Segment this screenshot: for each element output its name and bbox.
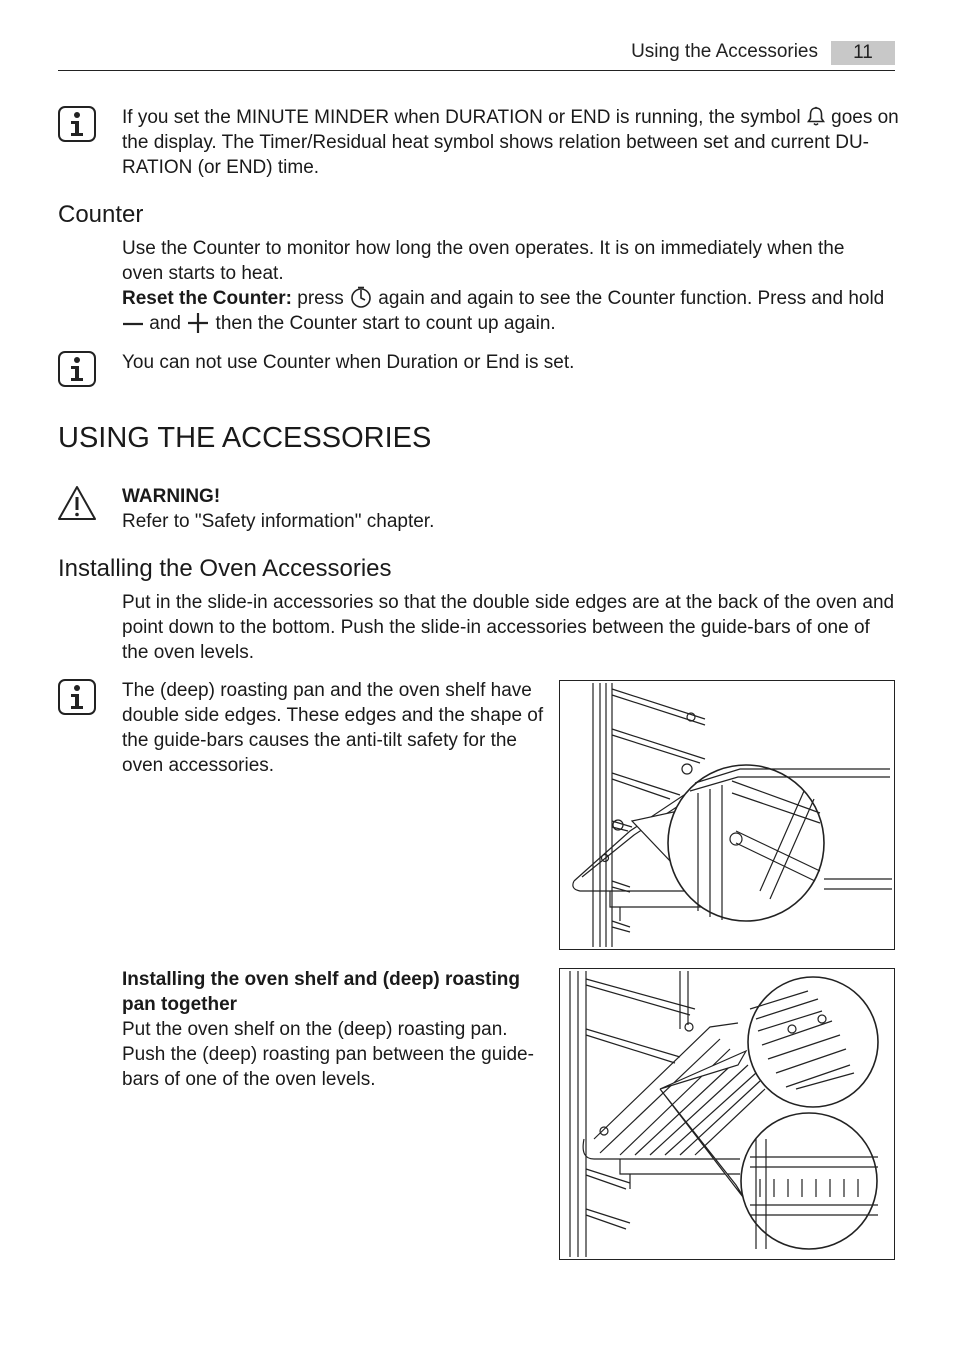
minute-minder-line2: the display. The Timer/Residual heat symbol shows relation between set and current DU- [122, 132, 869, 153]
installing-line2: point down to the bottom. Push the slide-in accessories between the guide-bars of one of [122, 617, 870, 638]
reset-counter-label: Reset the Counter: [122, 288, 292, 309]
minute-minder-line1a: If you set the MINUTE MINDER when DURATION or END is running, the symbol [122, 107, 801, 128]
reset-counter-a: press [297, 288, 344, 309]
warning-text: Refer to "Safety information" chapter. [122, 511, 435, 532]
timer-icon [349, 286, 373, 308]
shelf-and-pan-illustration [559, 968, 895, 1260]
counter-note: You can not use Counter when Duration or End is set. [122, 352, 575, 373]
installing-body [122, 590, 902, 665]
header-divider [58, 70, 895, 71]
counter-heading: Counter [58, 201, 144, 228]
together-block [122, 967, 552, 1092]
together-line1: Put the oven shelf on the (deep) roasting pan. [122, 1019, 508, 1040]
minute-minder-note [122, 105, 902, 180]
roasting-pan-illustration [559, 680, 895, 950]
info-icon [58, 351, 96, 387]
counter-line1: Use the Counter to monitor how long the oven operates. It is on immediately when the [122, 238, 845, 259]
installing-heading: Installing the Oven Accessories [58, 555, 392, 582]
reset-counter-b: again and again to see the Counter function. Press and hold [378, 288, 885, 309]
edges-line4: oven accessories. [122, 755, 275, 776]
together-line2: Push the (deep) roasting pan between the guide- [122, 1044, 534, 1065]
info-icon [58, 106, 96, 142]
minute-minder-line1b: goes on [831, 107, 899, 128]
info-icon [58, 679, 96, 715]
counter-body [122, 236, 902, 336]
edges-line1: The (deep) roasting pan and the oven shelf have [122, 680, 532, 701]
minus-icon [122, 315, 144, 333]
edges-line2: double side edges. These edges and the shape of [122, 705, 544, 726]
installing-line1: Put in the slide-in accessories so that the double side edges are at the back of the oven and [122, 592, 895, 613]
page-number: 11 [831, 41, 895, 65]
edges-note [122, 678, 547, 778]
counter-line2: oven starts to heat. [122, 263, 284, 284]
section-heading: USING THE ACCESSORIES [58, 422, 432, 454]
reset-counter-d: then the Counter start to count up again. [215, 313, 556, 334]
header-section-title: Using the Accessories [631, 41, 818, 62]
minute-minder-line3: RATION (or END) time. [122, 157, 320, 178]
together-line3: bars of one of the oven levels. [122, 1069, 376, 1090]
bell-icon [806, 106, 826, 127]
plus-icon [186, 313, 210, 333]
warning-block [122, 484, 434, 534]
installing-line3: the oven levels. [122, 642, 255, 663]
warning-title: WARNING! [122, 486, 221, 507]
edges-line3: the guide-bars causes the anti-tilt safety for the [122, 730, 517, 751]
together-title-line1: Installing the oven shelf and (deep) roasting [122, 969, 520, 990]
warning-triangle-icon [58, 485, 96, 521]
reset-counter-c: and [149, 313, 181, 334]
together-title-line2: pan together [122, 994, 238, 1015]
